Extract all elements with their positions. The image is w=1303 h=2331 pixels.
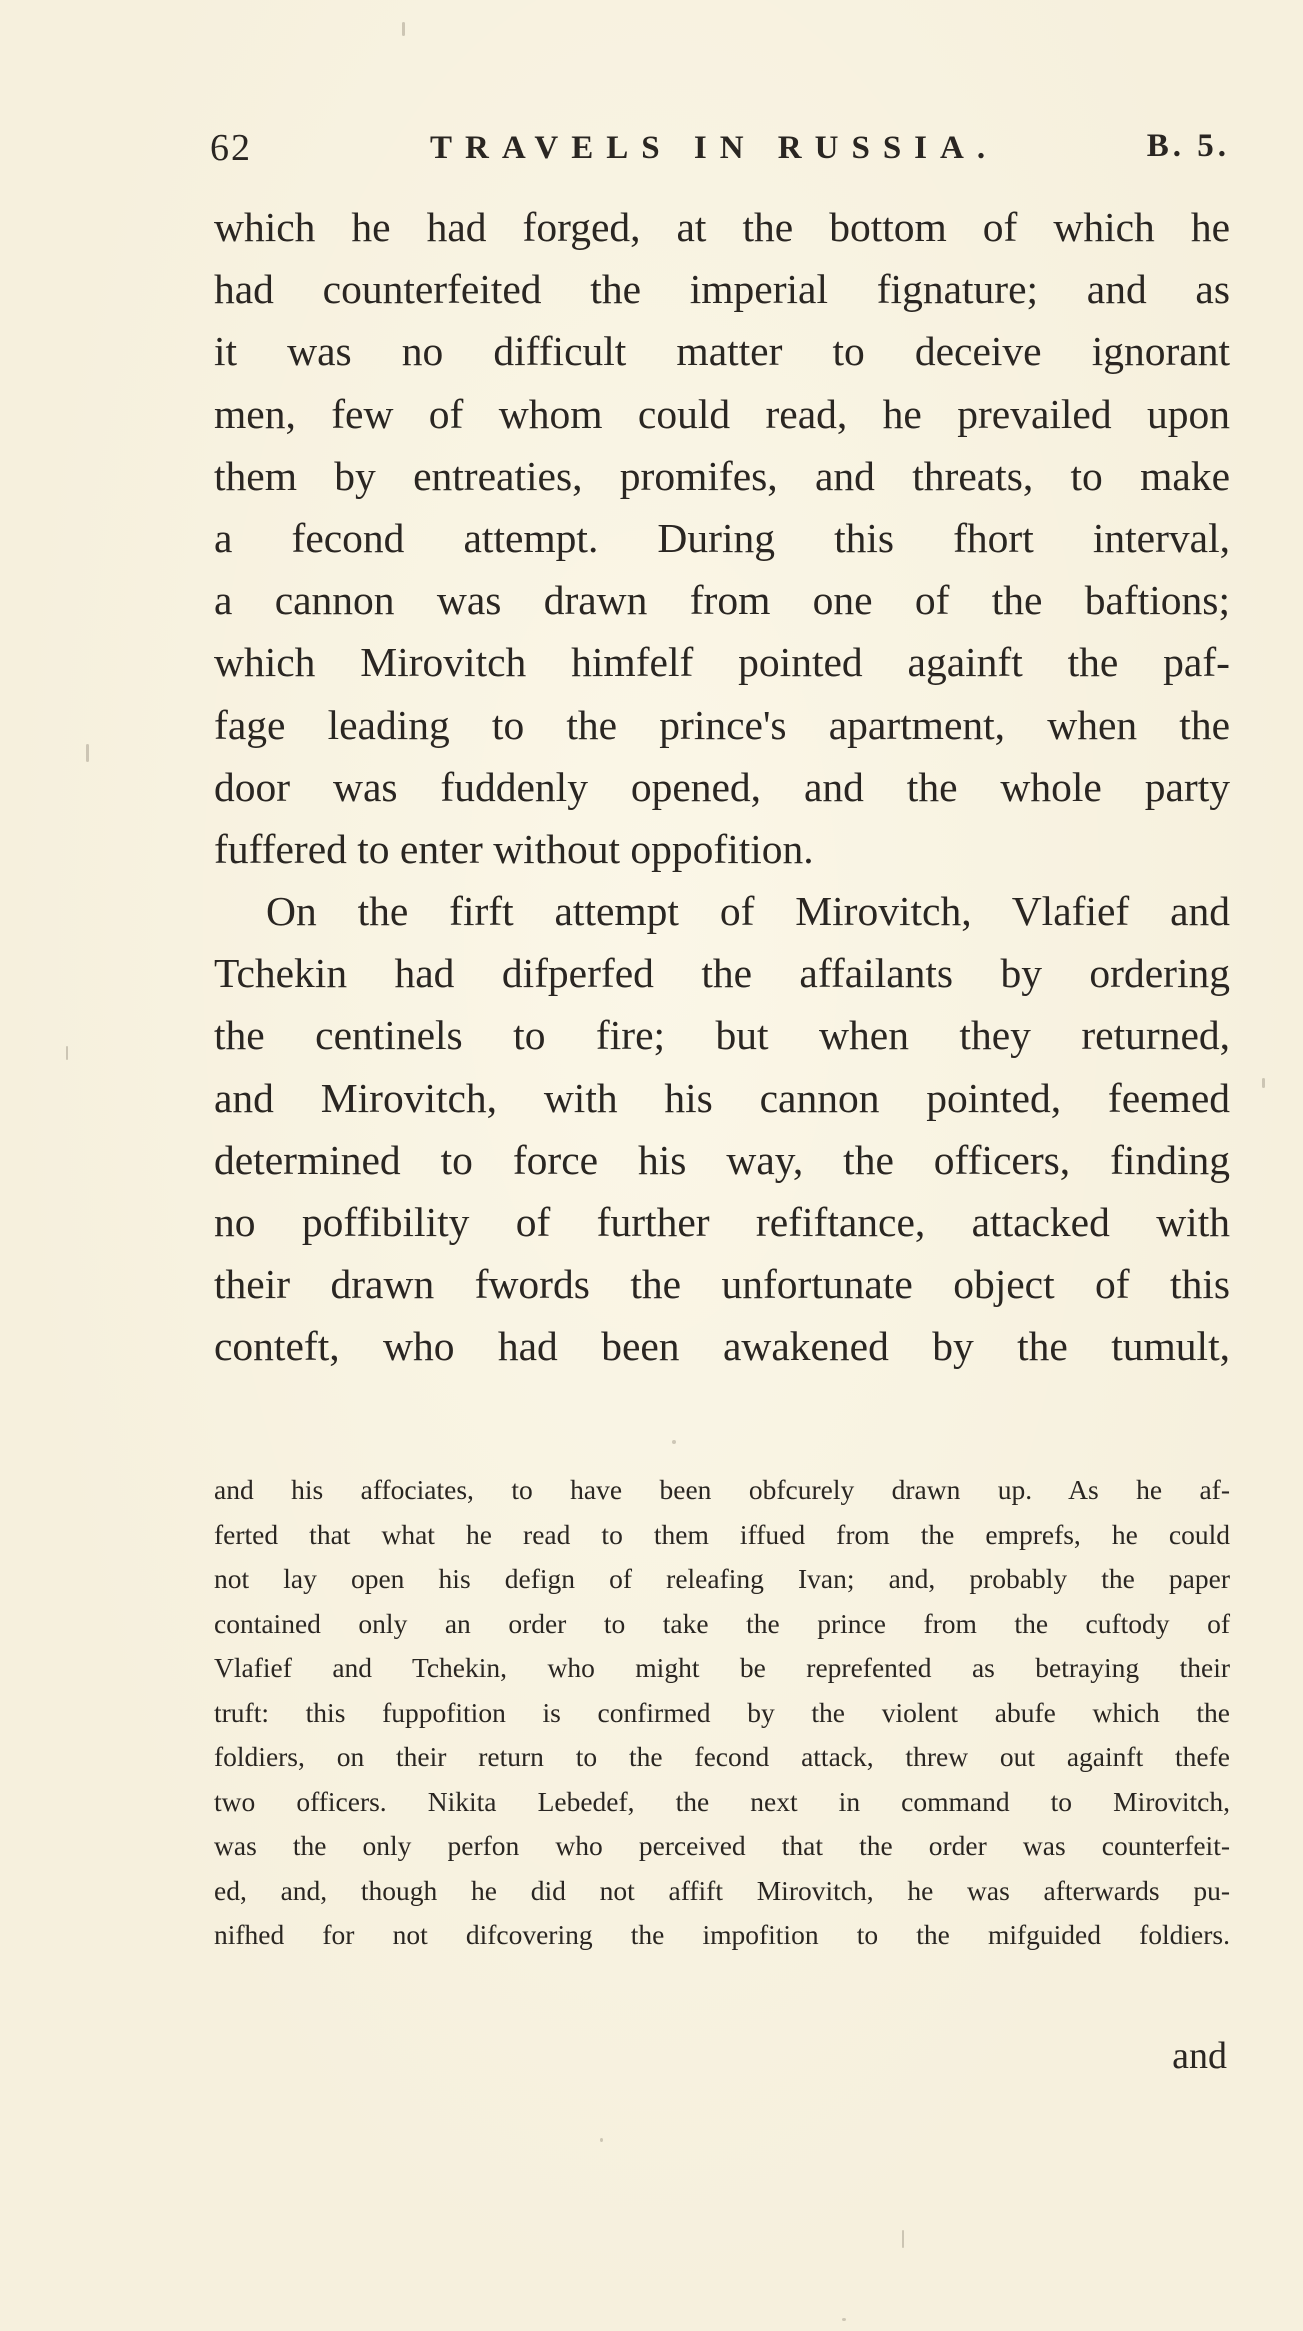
footnote-line: two officers. Nikita Lebedef, the next in command to Mirovitch, — [214, 1785, 1230, 1817]
text-line: men, few of whom could read, he prevailed upon — [214, 390, 1230, 437]
footnote-line: ed, and, though he did not affift Mirovitch, he was afterwards pu- — [214, 1874, 1230, 1906]
main-text-block — [214, 196, 1230, 1378]
text-line: which Mirovitch himfelf pointed againft the paf- — [214, 639, 1230, 686]
text-line: and Mirovitch, with his cannon pointed, feemed — [214, 1074, 1230, 1121]
paper-speck — [600, 2138, 603, 2142]
text-line: had counterfeited the imperial fignature; and as — [214, 266, 1230, 313]
text-line: fage leading to the prince's apartment, when the — [214, 701, 1230, 748]
footnote-line: Vlafief and Tchekin, who might be reprefented as betraying their — [214, 1652, 1230, 1683]
text-line: fuffered to enter without oppofition. — [214, 825, 814, 872]
footnote-line: ferted that what he read to them iffued from the emprefs, he could — [214, 1518, 1230, 1550]
book-number: B. 5. — [1146, 128, 1230, 164]
footnote-line: foldiers, on their return to the fecond attack, threw out againft thefe — [214, 1741, 1230, 1772]
footnote-line: nifhed for not difcovering the impofition to the mifguided foldiers. — [214, 1919, 1230, 1950]
text-line: which he had forged, at the bottom of which he — [214, 204, 1230, 250]
text-line: Tchekin had difperfed the affailants by ordering — [214, 950, 1230, 997]
text-line: their drawn fwords the unfortunate object of this — [214, 1261, 1230, 1308]
text-line: a cannon was drawn from one of the baftions; — [214, 577, 1230, 624]
paper-speck — [672, 1440, 676, 1444]
page-number: 62 — [210, 127, 252, 169]
catchword: and — [1172, 2035, 1227, 2077]
footnote-line: contained only an order to take the prince from the cuftody of — [214, 1607, 1230, 1639]
footnote-line: not lay open his defign of releafing Ivan; and, probably the paper — [214, 1563, 1230, 1594]
paper-speck — [842, 2318, 846, 2321]
footnote-block — [214, 1468, 1230, 1958]
text-line: them by entreaties, promifes, and threats, to make — [214, 452, 1230, 499]
text-line: no poffibility of further refiftance, attacked with — [214, 1199, 1230, 1245]
running-head — [210, 118, 1230, 178]
paper-speck — [86, 744, 89, 762]
footnote-line: and his affociates, to have been obfcurely drawn up. As he af- — [214, 1474, 1230, 1505]
text-line: the centinels to fire; but when they returned, — [214, 1012, 1230, 1059]
text-line: determined to force his way, the officers, finding — [214, 1136, 1230, 1183]
paper-speck — [902, 2230, 904, 2248]
paper-speck — [1262, 1078, 1265, 1088]
paper-speck — [66, 1046, 68, 1060]
text-line: it was no difficult matter to deceive ignorant — [214, 328, 1230, 375]
text-line: door was fuddenly opened, and the whole party — [214, 763, 1230, 810]
paper-speck — [402, 22, 405, 36]
footnote-line: truft: this fuppofition is confirmed by the violent abufe which the — [214, 1696, 1230, 1728]
text-line: conteft, who had been awakened by the tumult, — [214, 1323, 1230, 1370]
paragraph-start-line: On the firft attempt of Mirovitch, Vlafief and — [266, 888, 1230, 935]
running-title: TRAVELS IN RUSSIA. — [430, 130, 999, 166]
text-line: a fecond attempt. During this fhort interval, — [214, 514, 1230, 561]
footnote-line: was the only perfon who perceived that the order was counterfeit- — [214, 1830, 1230, 1861]
